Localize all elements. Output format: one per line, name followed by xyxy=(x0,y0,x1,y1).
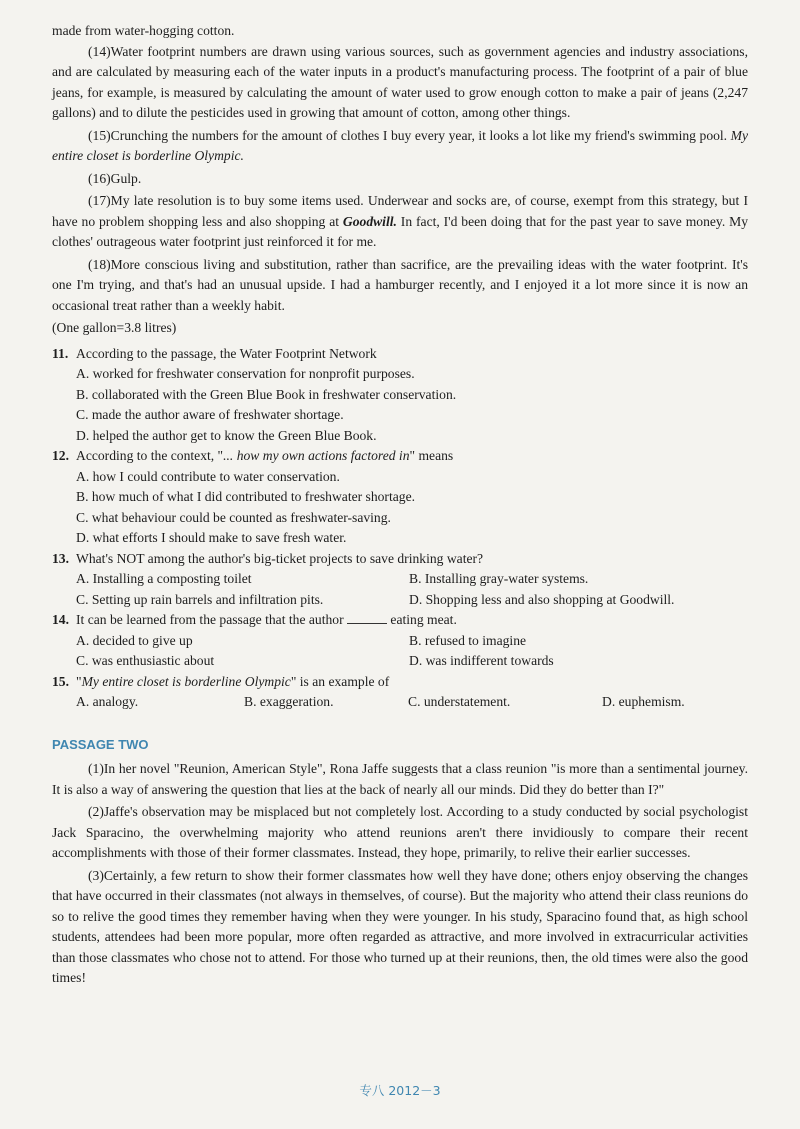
question-14 xyxy=(52,610,748,672)
option-a: A. Installing a composting toilet xyxy=(76,571,252,586)
passage-two-paragraph-3: (3)Certainly, a few return to show their former classmates how well they have done; others enjoy observing the changes that have occurred in their classmates (not always in themselves, of course). But the majority who attend their class reunions do so to relive the good times they remember having when they were younger. In his study, Sparacino found that, as high school students, attendees had been more popular, more often regarded as attractive, and more involved in extracurricular activities than those classmates who chose not to attend. For those who turned up at their reunions, then, the old times were also the good times! xyxy=(52,867,748,985)
paragraph-14: (14)Water footprint numbers are drawn using various sources, such as government agencies and industry associations, and are calculated by measuring each of the water inputs in a product's manufacturing process. The footprint of a pair of blue jeans, for example, is measured by calculating the amount of water used to grow enough cotton to make a pair of jeans (2,247 gallons) and to dilute the pesticides used in growing that amount of cotton, among other things. xyxy=(52,43,748,120)
question-stem: According to the passage, the Water Footprint Network xyxy=(76,345,377,361)
paragraph-17: (17)My late resolution is to buy some items used. Underwear and socks are, of course, exempt from this strategy, but I have no problem shopping less and also shopping at Goodwill. In fact, I'd been doing that for the past year to save money. My clothes' outrageous water footprint just reinforced it for me. xyxy=(52,193,748,249)
option-d: D. what efforts I should make to save fresh water. xyxy=(76,530,347,545)
question-stem: "My entire closet is borderline Olympic" is an example of xyxy=(76,673,390,689)
option-d: D. Shopping less and also shopping at Goodwill. xyxy=(409,591,675,607)
question-11 xyxy=(52,344,748,447)
question-stem: According to the context, "... how my own actions factored in" means xyxy=(76,448,454,463)
option-c: C. Setting up rain barrels and infiltration pits. xyxy=(76,591,324,607)
question-number: 14. xyxy=(52,612,69,627)
option-a: A. decided to give up xyxy=(76,632,193,648)
paragraph-18: (18)More conscious living and substitution, rather than sacrifice, are the prevailing ideas with the water footprint. It's one I'm trying, and that's had an unusual upside. I had a hamburger recently, and I enjoyed it a lot more since it is now an occasional treat rather than a weekly habit. xyxy=(52,256,748,313)
option-a: A. how I could contribute to water conservation. xyxy=(76,468,340,484)
question-number: 13. xyxy=(52,550,69,566)
goodwill-emphasis: Goodwill. xyxy=(342,213,397,229)
question-15 xyxy=(52,672,748,713)
paragraph-15: (15)Crunching the numbers for the amount of clothes I buy every year, it looks a lot like my friend's swimming pool. My entire closet is borderline Olympic. xyxy=(52,127,748,163)
option-b: B. collaborated with the Green Blue Book in freshwater conservation. xyxy=(76,386,457,402)
option-c: C. was enthusiastic about xyxy=(76,653,215,668)
question-number: 11. xyxy=(52,345,69,361)
paragraph-15-italic: My entire closet is borderline Olympic. xyxy=(52,127,748,163)
option-d: D. was indifferent towards xyxy=(409,653,554,668)
page-content xyxy=(52,21,748,991)
option-c: C. made the author aware of freshwater shortage. xyxy=(76,407,344,422)
option-b: B. exaggeration. xyxy=(244,694,334,709)
option-b: B. Installing gray-water systems. xyxy=(409,571,589,586)
question-12 xyxy=(52,446,748,549)
option-a: A. analogy. xyxy=(76,694,139,709)
passage-two-paragraph-2: (2)Jaffe's observation may be misplaced but not completely lost. According to a study conducted by social psychologist Jack Sparacino, the overwhelming majority who attend reunions aren't there invidiously to compare their recent accomplishments with those of their former classmates. Instead, they hope, primarily, to relive their earlier successes. xyxy=(52,804,748,860)
page-footer: 专八 2012－3 xyxy=(359,1083,441,1098)
option-d: D. helped the author get to know the Green Blue Book. xyxy=(76,427,377,443)
question-13 xyxy=(52,549,748,611)
question-stem: What's NOT among the author's big-ticket projects to save drinking water? xyxy=(76,550,484,566)
option-a: A. worked for freshwater conservation for nonprofit purposes. xyxy=(76,366,415,381)
option-b: B. how much of what I did contributed to freshwater shortage. xyxy=(76,489,416,504)
unit-conversion-note: (One gallon=3.8 litres) xyxy=(52,320,177,335)
option-d: D. euphemism. xyxy=(602,694,685,709)
option-b: B. refused to imagine xyxy=(409,632,527,648)
option-c: C. what behaviour could be counted as freshwater-saving. xyxy=(76,509,391,525)
option-c: C. understatement. xyxy=(408,694,511,709)
question-number: 15. xyxy=(52,673,69,689)
question-number: 12. xyxy=(52,448,69,463)
continued-line: made from water-hogging cotton. xyxy=(52,23,235,38)
section-heading: PASSAGE TWO xyxy=(52,736,149,752)
answer-blank xyxy=(347,610,387,624)
question-stem: It can be learned from the passage that the author eating meat. xyxy=(76,612,457,627)
paragraph-16: (16)Gulp. xyxy=(88,170,142,186)
passage-two-paragraph-1: (1)In her novel "Reunion, American Style", Rona Jaffe suggests that a class reunion "is more than a sentimental journey. It is also a way of answering the question that lies at the back of nearly all our minds. Did they do better than I?" xyxy=(52,761,748,797)
